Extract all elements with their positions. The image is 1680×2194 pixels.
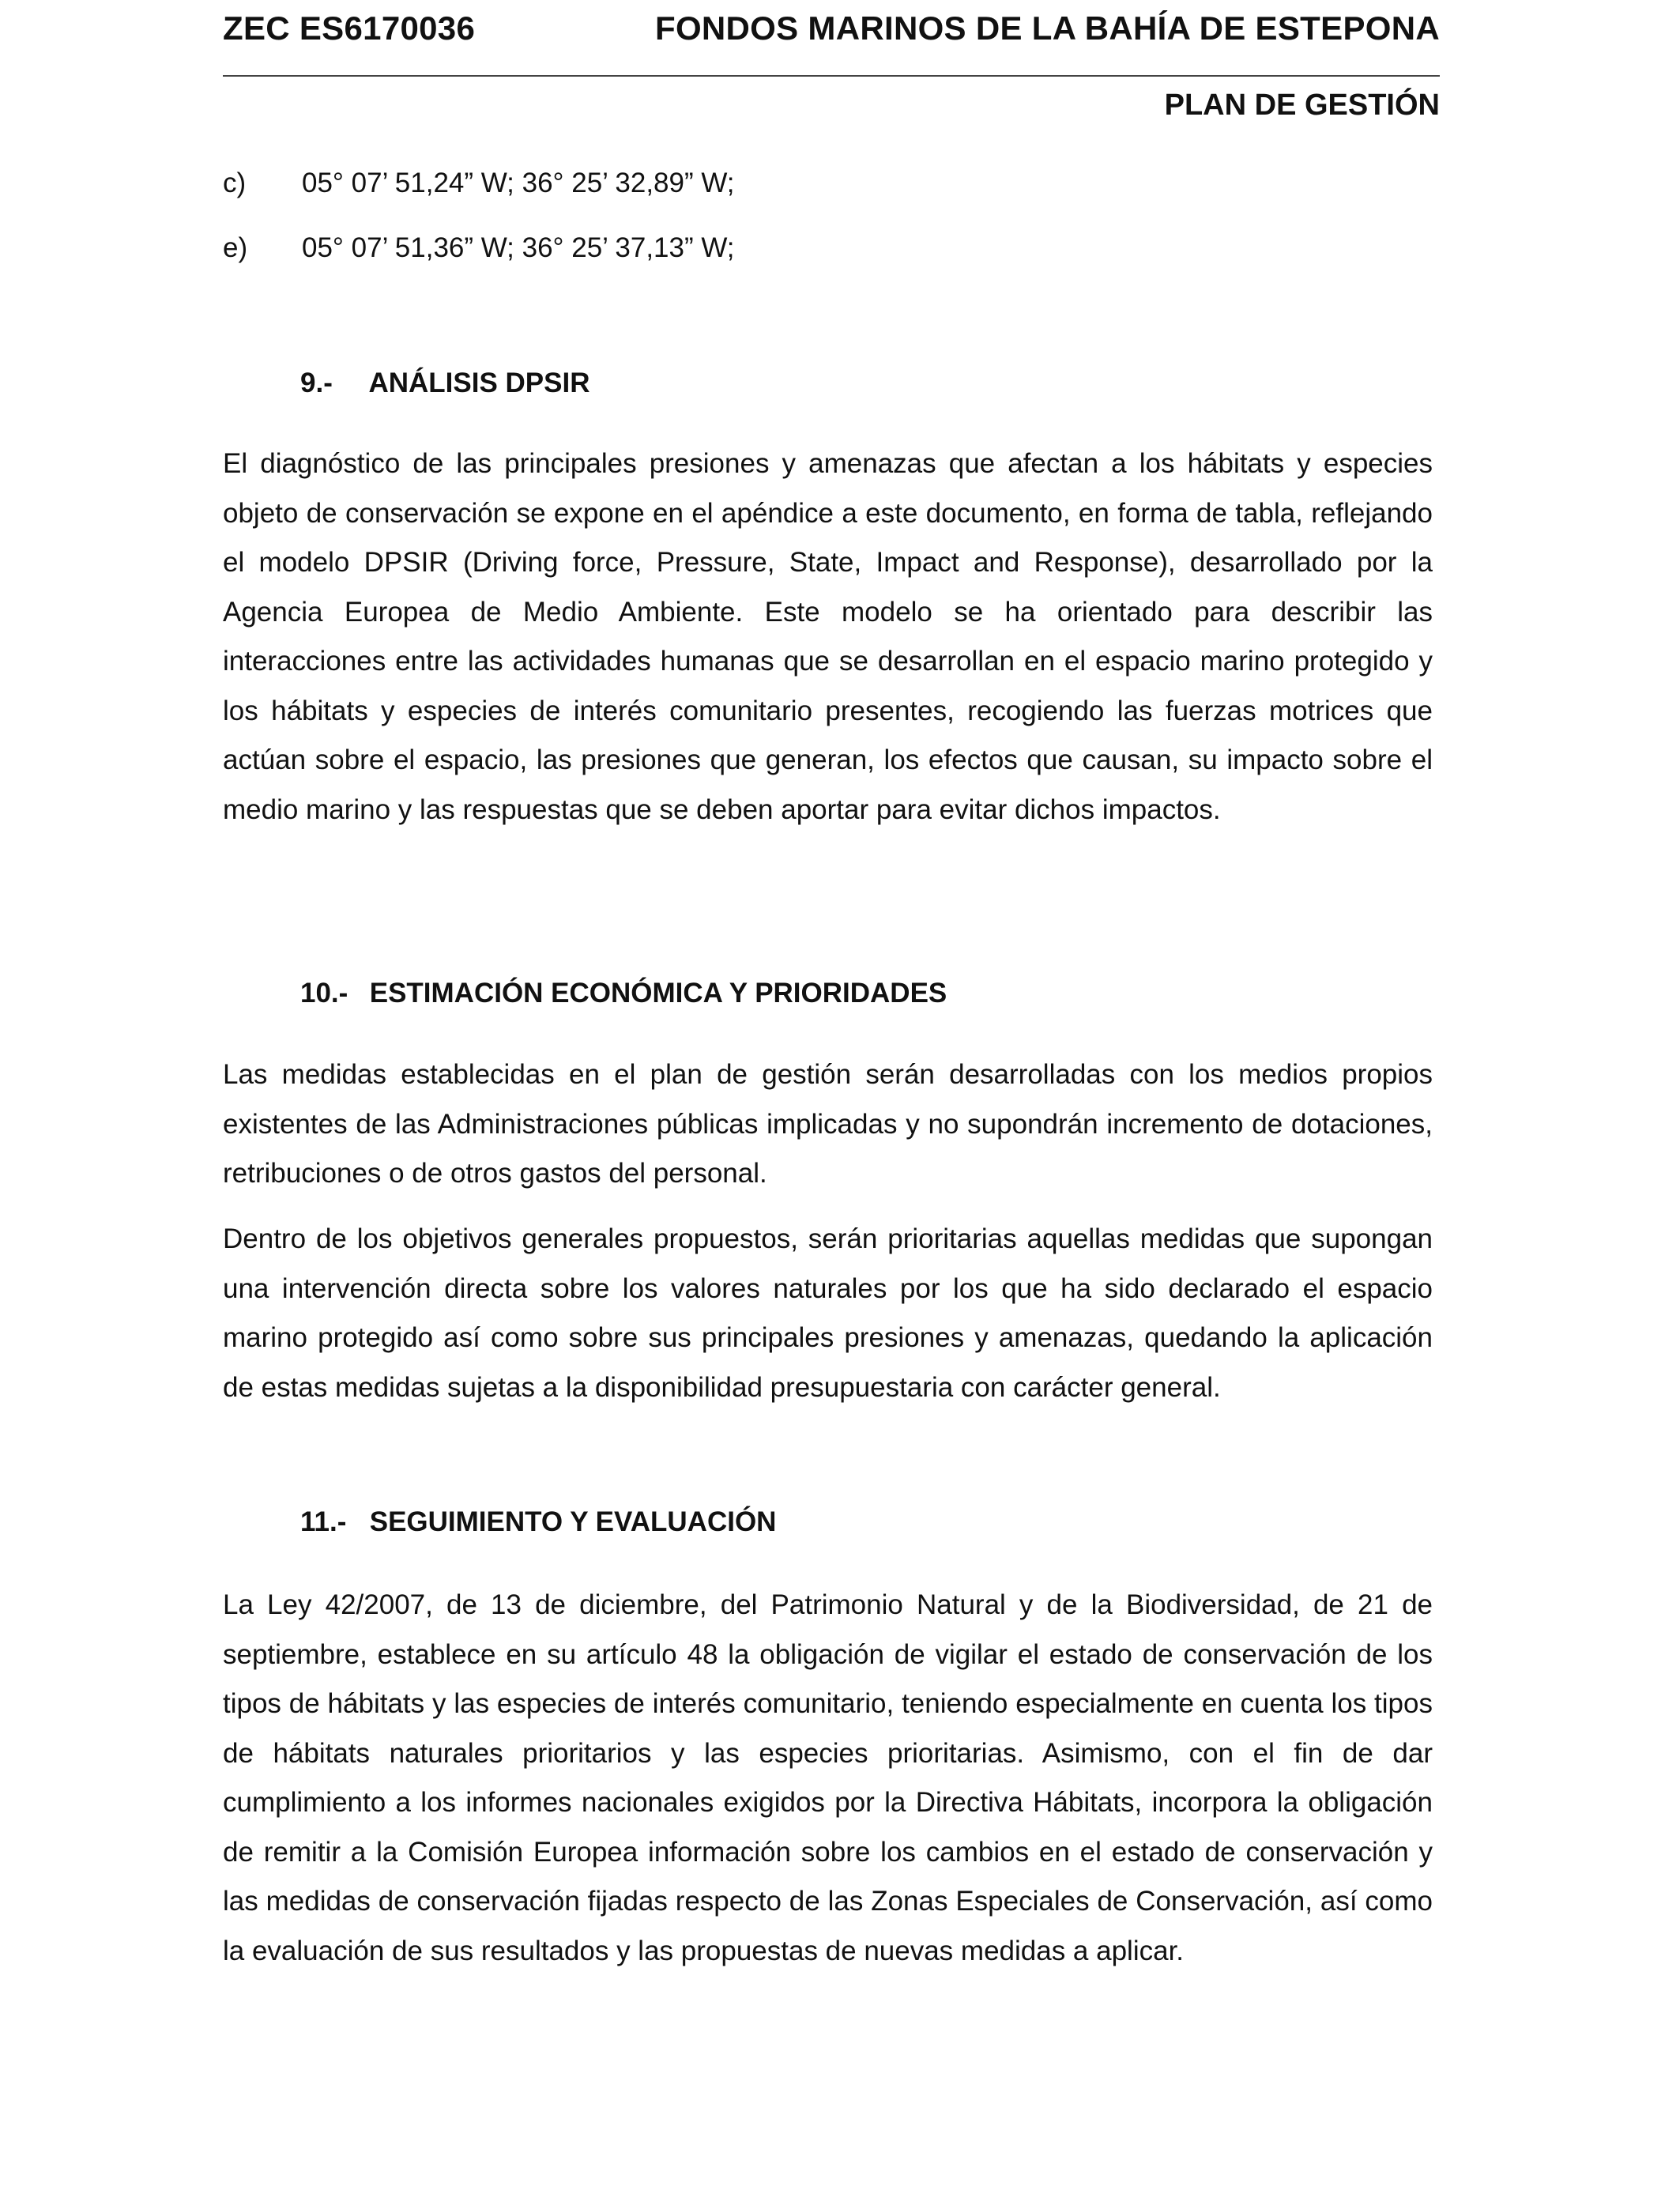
coordinate-marker: c) (223, 168, 247, 198)
section-paragraph: Dentro de los objetivos generales propuestos, serán prioritarias aquellas medidas que supongan una intervención directa sobre los valores naturales por los que ha sido declarado el espacio marino protegido así como sobre sus principales presiones y amenazas, quedando la aplicación de estas medidas sujetas a la disponibilidad presupuestaria con carácter general. (223, 1223, 1433, 1403)
document-subtitle: PLAN DE GESTIÓN (1164, 89, 1440, 122)
section-paragraph: El diagnóstico de las principales presiones y amenazas que afectan a los hábitats y especies objeto de conservación se expone en el apéndice a este documento, en forma de tabla, reflejando el modelo DPSIR (Driving force, Pressure, State, Impact and Response), desarrollado por la Agencia Europea de Medio Ambiente. Este modelo se ha orientado para describir las interacciones entre las actividades humanas que se desarrollan en el espacio marino protegido y los hábitats y especies de interés comunitario presentes, recogiendo las fuerzas motrices que actúan sobre el espacio, las presiones que generan, los efectos que causan, su impacto sobre el medio marino y las respuestas que se deben aportar para evitar dichos impactos. (223, 448, 1433, 825)
section-heading (300, 1506, 776, 1538)
site-name: FONDOS MARINOS DE LA BAHÍA DE ESTEPONA (654, 9, 1440, 47)
section-number: 9.- (300, 368, 333, 398)
section-title: ESTIMACIÓN ECONÓMICA Y PRIORIDADES (369, 978, 947, 1008)
section-heading (300, 368, 590, 399)
coordinate-item (223, 232, 734, 264)
coordinate-text: 05° 07’ 51,36” W; 36° 25’ 37,13” W; (302, 232, 735, 263)
section-paragraph: La Ley 42/2007, de 13 de diciembre, del Patrimonio Natural y de la Biodiversidad, de 21 de septiembre, establece en su artículo 48 la obligación de vigilar el estado de conservación de los tipos de hábitats y las especies de interés comunitario, teniendo especialmente en cuenta los tipos de hábitats naturales prioritarios y las especies prioritarias. Asimismo, con el fin de dar cumplimiento a los informes nacionales exigidos por la Directiva Hábitats, incorpora la obligación de remitir a la Comisión Europea información sobre los cambios en el estado de conservación y las medidas de conservación fijadas respecto de las Zonas Especiales de Conservación, así como la evaluación de sus resultados y las propuestas de nuevas medidas a aplicar. (223, 1589, 1433, 1966)
coordinate-marker: e) (223, 232, 248, 263)
section-number: 10.- (300, 978, 348, 1008)
section-number: 11.- (300, 1506, 347, 1537)
zec-code: ZEC ES6170036 (223, 9, 476, 47)
coordinate-item (223, 168, 734, 199)
section-heading (300, 978, 947, 1009)
coordinate-text: 05° 07’ 51,24” W; 36° 25’ 32,89” W; (302, 168, 735, 198)
section-paragraph: Las medidas establecidas en el plan de gestión serán desarrolladas con los medios propios existentes de las Administraciones públicas implicadas y no supondrán incremento de dotaciones, retribuciones o de otros gastos del personal. (223, 1059, 1433, 1189)
section-title: SEGUIMIENTO Y EVALUACIÓN (369, 1506, 777, 1537)
section-title: ANÁLISIS DPSIR (368, 368, 590, 398)
page-header (223, 0, 1440, 77)
